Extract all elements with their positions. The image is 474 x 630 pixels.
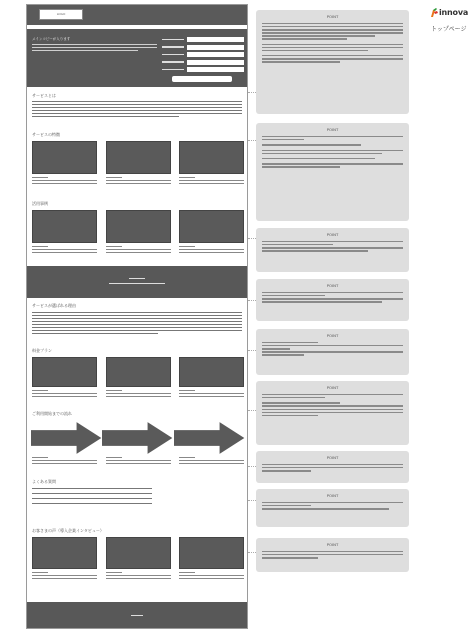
section-title: サービスが選ばれる理由 (32, 303, 76, 308)
case-captions (32, 246, 244, 254)
connector-line (248, 238, 256, 239)
plan-image (32, 357, 97, 387)
case-images (32, 210, 244, 243)
case-image (32, 210, 97, 243)
point-title: POINT (326, 455, 339, 460)
section-title: ご利用開始までの流れ (32, 411, 72, 416)
arrow-right-icon (31, 421, 102, 455)
section-text (32, 312, 242, 336)
innova-logo-icon (430, 8, 438, 17)
case-image (179, 210, 244, 243)
point-title: POINT (326, 14, 339, 19)
form-field[interactable] (187, 52, 244, 57)
wireframe-page (26, 4, 248, 629)
site-header (27, 5, 247, 25)
brand-logo[interactable] (430, 8, 468, 17)
brand-name: innova (439, 8, 469, 17)
point-card (256, 451, 409, 483)
flow-steps (31, 421, 245, 455)
feature-images (32, 141, 244, 174)
point-card (256, 329, 409, 375)
voice-image (106, 537, 171, 569)
voice-image (179, 537, 244, 569)
section-title: 料金プラン (32, 348, 52, 353)
point-card (256, 228, 409, 272)
form-field[interactable] (187, 67, 244, 72)
section-title: サービスとは (32, 93, 56, 98)
plan-image (106, 357, 171, 387)
arrow-right-icon (102, 421, 173, 455)
point-title: POINT (326, 127, 339, 132)
form-field[interactable] (187, 45, 244, 50)
contact-form (162, 37, 244, 75)
form-field[interactable] (187, 60, 244, 65)
connector-line (248, 92, 256, 93)
connector-line (248, 552, 256, 553)
point-title: POINT (326, 542, 339, 547)
connector-line (248, 350, 256, 351)
voice-image (32, 537, 97, 569)
plan-captions (32, 390, 244, 398)
form-submit-button[interactable] (172, 76, 232, 82)
point-title: POINT (326, 493, 339, 498)
faq-list (32, 488, 152, 508)
section-title: 活用事例 (32, 201, 48, 206)
point-title: POINT (326, 333, 339, 338)
point-card (256, 538, 409, 572)
section-text (32, 101, 242, 119)
point-card (256, 279, 409, 321)
point-title: POINT (326, 283, 339, 288)
faq-item[interactable] (32, 493, 152, 494)
faq-item[interactable] (32, 498, 152, 499)
point-card (256, 123, 409, 221)
voice-images (32, 537, 244, 569)
point-title: POINT (326, 232, 339, 237)
connector-line (248, 300, 256, 301)
feature-captions (32, 177, 244, 185)
faq-item[interactable] (32, 488, 152, 489)
connector-line (248, 410, 256, 411)
point-card (256, 10, 409, 114)
feature-image (106, 141, 171, 174)
point-title: POINT (326, 385, 339, 390)
plan-image (179, 357, 244, 387)
plan-images (32, 357, 244, 387)
case-image (106, 210, 171, 243)
connector-line (248, 466, 256, 467)
connector-line (248, 500, 256, 501)
point-card (256, 381, 409, 445)
page-label: トップページ (431, 26, 467, 33)
hero-section (27, 29, 247, 87)
section-title: よくある質問 (32, 479, 56, 484)
cta-band[interactable] (27, 266, 247, 298)
header-logo-button[interactable]: LOGO (39, 9, 83, 20)
hero-title: メインコピーが入ります (32, 37, 71, 41)
voice-captions (32, 572, 244, 580)
connector-line (248, 140, 256, 141)
feature-image (179, 141, 244, 174)
section-title: サービスの特徴 (32, 132, 60, 137)
arrow-right-icon (174, 421, 245, 455)
point-card (256, 489, 409, 527)
site-footer (27, 602, 247, 629)
section-title: お客さまの声（導入企業インタビュー） (32, 528, 104, 533)
form-field[interactable] (187, 37, 244, 42)
faq-item[interactable] (32, 503, 152, 504)
hero-copy (32, 44, 157, 52)
flow-captions (32, 457, 244, 465)
feature-image (32, 141, 97, 174)
